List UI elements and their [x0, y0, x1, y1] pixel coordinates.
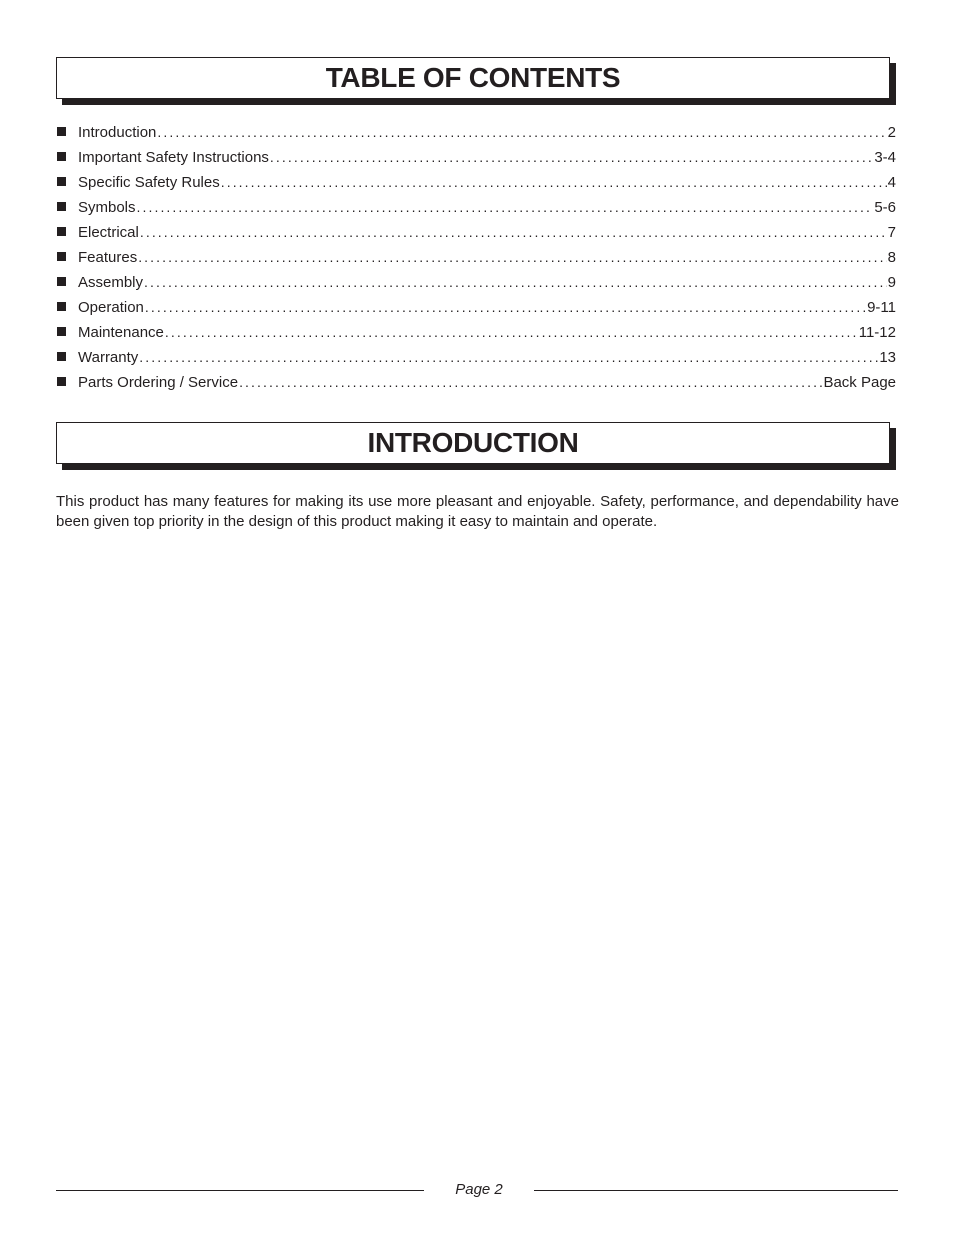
toc-list [57, 123, 896, 398]
dot-leader [139, 348, 878, 367]
dot-leader [165, 323, 858, 342]
toc-item [57, 223, 896, 248]
toc-item-page: 9 [887, 274, 896, 291]
bullet-square-icon [57, 177, 66, 186]
toc-item-page: 9-11 [867, 299, 896, 316]
toc-item [57, 298, 896, 323]
toc-item [57, 198, 896, 223]
toc-item-page: 8 [887, 249, 896, 266]
dot-leader [137, 198, 874, 217]
toc-item-title: Specific Safety Rules [78, 174, 220, 191]
bullet-square-icon [57, 377, 66, 386]
toc-item-title: Parts Ordering / Service [78, 374, 239, 391]
toc-item [57, 173, 896, 198]
bullet-square-icon [57, 352, 66, 361]
toc-item-title: Features [78, 249, 138, 266]
bullet-square-icon [57, 127, 66, 136]
toc-item-title: Introduction [78, 124, 157, 141]
toc-item [57, 123, 896, 148]
toc-item-page: 5-6 [874, 199, 896, 216]
bullet-square-icon [57, 252, 66, 261]
toc-heading: TABLE OF CONTENTS [325, 62, 621, 93]
toc-item-title: Symbols [78, 199, 136, 216]
bullet-square-icon [57, 152, 66, 161]
toc-item-page: 3-4 [874, 149, 896, 166]
toc-item-page: 7 [887, 224, 896, 241]
bullet-square-icon [57, 327, 66, 336]
dot-leader [270, 148, 873, 167]
toc-item-title: Important Safety Instructions [78, 149, 269, 166]
toc-item [57, 323, 896, 348]
toc-item-title: Maintenance [78, 324, 164, 341]
toc-item-page: 11-12 [858, 324, 896, 341]
toc-item-page: 13 [879, 349, 896, 366]
dot-leader [145, 298, 866, 317]
dot-leader [138, 248, 886, 267]
toc-item-title: Assembly [78, 274, 144, 291]
toc-heading-box [56, 57, 890, 99]
footer-rule-left [56, 1190, 424, 1191]
toc-item-page: 2 [887, 124, 896, 141]
dot-leader [144, 273, 887, 292]
toc-item [57, 148, 896, 173]
introduction-paragraph: This product has many features for making its use more pleasant and enjoyable. Safety, performance, and dependability have been given top priority in the design of this product making it easy to maintain and operate. [56, 493, 899, 530]
toc-item [57, 373, 896, 398]
footer-rule-right [534, 1190, 898, 1191]
bullet-square-icon [57, 302, 66, 311]
dot-leader [239, 373, 822, 392]
dot-leader [140, 223, 887, 242]
introduction-heading-box [56, 422, 890, 464]
dot-leader [157, 123, 886, 142]
bullet-square-icon [57, 202, 66, 211]
introduction-heading: INTRODUCTION [367, 427, 579, 458]
page-number: Page 2 [455, 1181, 503, 1198]
toc-item [57, 273, 896, 298]
bullet-square-icon [57, 277, 66, 286]
toc-item-page: 4 [887, 174, 896, 191]
bullet-square-icon [57, 227, 66, 236]
toc-item-title: Operation [78, 299, 144, 316]
toc-item-page: Back Page [823, 374, 896, 391]
toc-item-title: Warranty [78, 349, 139, 366]
dot-leader [221, 173, 887, 192]
toc-item [57, 348, 896, 373]
toc-item-title: Electrical [78, 224, 139, 241]
toc-item [57, 248, 896, 273]
